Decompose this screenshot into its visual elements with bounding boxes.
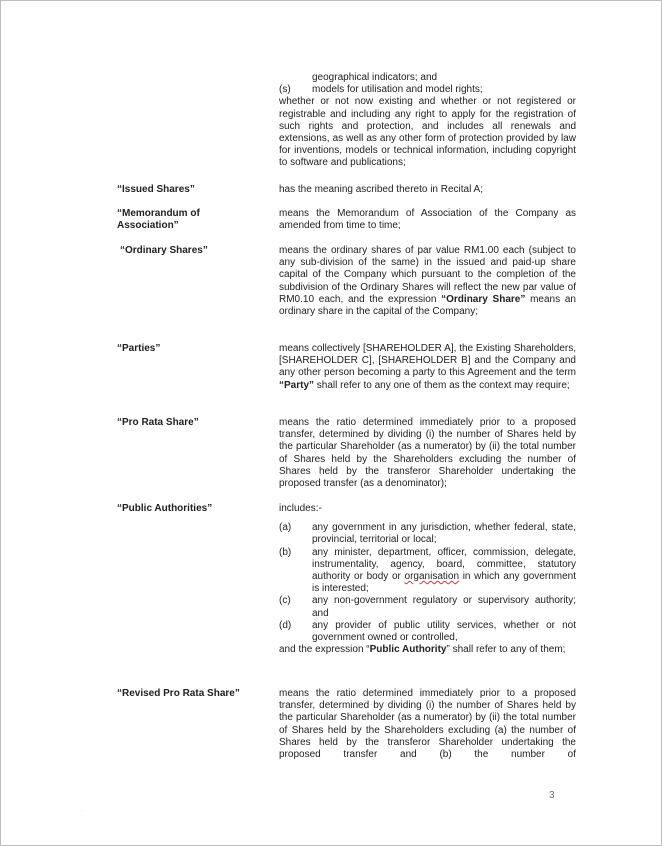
list-item-s <box>279 84 576 96</box>
list-marker-b: (b) <box>279 546 292 558</box>
spellcheck-flagged-word[interactable]: organisation <box>404 571 460 583</box>
list-text-b-after: in which any government is interested; <box>312 571 576 595</box>
ordinary-shares-text-after: means an ordinary share in the capital of the Company; <box>279 293 576 318</box>
list-marker-d: (d) <box>279 619 292 631</box>
definition-parties <box>279 343 576 392</box>
definition-public-authorities <box>279 503 576 656</box>
term-memorandum: “Memorandum of Association” <box>117 208 200 232</box>
intro-block <box>279 72 576 170</box>
ordinary-shares-text-before: means the ordinary shares of par value RM1.00 each (subject to any sub-division of the same) in the issued and paid-up share capital of the Company which pursuant to the completion of the subdivision of the Ordinary Shares will reflect the new par value of RM0.10 each, and the expression <box>279 245 576 305</box>
list-text-c: any non-government regulatory or supervisory authority; and <box>312 595 576 619</box>
public-authorities-lead: includes:- <box>279 503 322 514</box>
public-authority-closing-before: and the expression “ <box>279 644 370 656</box>
term-pro-rata-share: “Pro Rata Share” <box>117 417 199 428</box>
definition-ordinary-shares <box>279 245 576 318</box>
definition-issued-shares: has the meaning ascribed thereto in Recital A; <box>279 184 484 195</box>
term-public-authorities: “Public Authorities” <box>117 503 213 514</box>
list-text-b <box>312 547 576 596</box>
term-ordinary-shares: “Ordinary Shares” <box>120 245 208 256</box>
list-item-b <box>279 547 576 596</box>
paragraph-mark: · <box>81 808 83 814</box>
definition-revised-pro-rata-share: means the ratio determined immediately prior to a proposed transfer, determined by dividing (i) the number of Shares held by the particular Shareholder (as a numerator) by (ii) the total number of Shares held by the Shareholders excluding (a) the number of Shares held by the transferor Shareholder undertaking the proposed transfer and (b) the number of <box>279 688 576 761</box>
term-parties: “Parties” <box>117 343 161 354</box>
term-issued-shares: “Issued Shares” <box>117 184 195 195</box>
intro-closing: whether or not now existing and whether or not registered or registrable and including any right to apply for the registration of such rights and protection, and includes all renewals and extensions, as well as any other form of protection provided by law for inventions, models or technical information, including copyright to software and publications; <box>279 96 576 169</box>
parties-text-before: means collectively [SHAREHOLDER A], the Existing Shareholders, [SHAREHOLDER C], [SHAREHOLDER B] and the Company and any other person becoming a party to this Agreement and the term <box>279 343 576 379</box>
page-number: 3 <box>549 790 555 801</box>
public-authority-expression: Public Authority <box>369 644 447 656</box>
term-revised-pro-rata-share: “Revised Pro Rata Share” <box>117 688 240 699</box>
list-item-d <box>279 620 576 644</box>
list-marker-c: (c) <box>279 595 291 607</box>
list-marker-s: (s) <box>279 84 291 96</box>
list-text-d: any provider of public utility services, whether or not government owned or controlled, <box>312 619 576 644</box>
ordinary-share-expression: “Ordinary Share” <box>441 293 526 305</box>
parties-text-after: shall refer to any one of them as the context may require; <box>314 379 570 391</box>
list-item-c <box>279 595 576 619</box>
public-authority-closing-after: ” shall refer to any of them; <box>446 644 566 656</box>
party-expression: “Party” <box>279 379 315 391</box>
definition-pro-rata-share: means the ratio determined immediately prior to a proposed transfer, determined by dividing (i) the number of Shares held by the particular Shareholder (as a numerator) by (ii) the total number of Shares held by the Shareholders excluding the number of Shares held by the transferor Shareholder undertaking the proposed transfer (as a denominator); <box>279 417 576 490</box>
list-marker-a: (a) <box>279 522 292 534</box>
intro-line-1: geographical indicators; and <box>312 72 438 83</box>
list-item-a <box>279 522 576 546</box>
list-item-continuation <box>279 72 576 84</box>
definition-memorandum: means the Memorandum of Association of the Company as amended from time to time; <box>279 208 576 232</box>
list-text-s: models for utilisation and model rights; <box>312 84 483 96</box>
list-text-b-before: any minister, department, officer, commission, delegate, instrumentality, agency, board, committee, statutory authority or body or <box>312 546 576 583</box>
list-text-a: any government in any jurisdiction, whether federal, state, provincial, territorial or local; <box>312 522 576 546</box>
public-authorities-closing <box>279 644 576 656</box>
